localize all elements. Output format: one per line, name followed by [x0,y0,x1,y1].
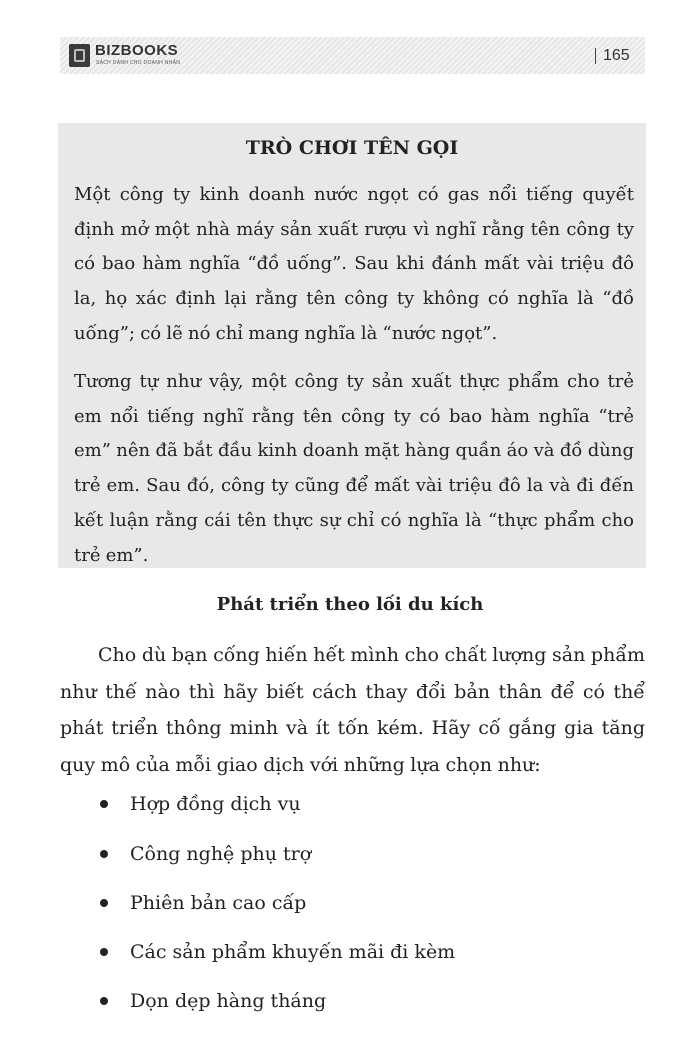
bullet-icon [100,899,108,907]
bullet-icon [100,800,108,808]
box-title: TRÒ CHƠI TÊN GỌI [245,137,459,159]
list-item [100,986,600,1016]
list-item [100,839,600,869]
page-header [60,37,645,74]
list-item [100,888,600,918]
list-item-text: Phiên bản cao cấp [130,892,307,914]
list-item-text: Dọn dẹp hàng tháng [130,990,327,1012]
list-item [100,789,600,819]
bullet-icon [100,997,108,1005]
bizbooks-logo-icon [69,44,90,67]
list-item-text: Hợp đồng dịch vụ [130,793,301,815]
section-title: Phát triển theo lối du kích [216,594,484,615]
list-item [100,937,600,967]
sidebar-box [58,123,646,568]
brand-name: BIZBOOKS [95,42,179,59]
box-paragraph-1: Một công ty kinh doanh nước ngọt có gas nổi tiếng quyết định mở một nhà máy sản xuất rượu vì nghĩ rằng tên công ty có bao hàm nghĩa “đồ uống”. Sau khi đánh mất vài triệu đô la, họ xác định lại rằng tên công ty không có nghĩa là “đồ uống”; có lẽ nó chỉ mang nghĩa là “nước ngọt”. [74,184,634,344]
bullet-icon [100,948,108,956]
brand-tagline: SÁCH DÀNH CHO DOANH NHÂN [96,60,181,66]
list-item-text: Các sản phẩm khuyến mãi đi kèm [130,941,456,963]
box-paragraph-2: Tương tự như vậy, một công ty sản xuất thực phẩm cho trẻ em nổi tiếng nghĩ rằng tên công ty có bao hàm nghĩa “trẻ em” nên đã bắt đầu kinh doanh mặt hàng quần áo và đồ dùng trẻ em. Sau đó, công ty cũng để mất vài triệu đô la và đi đến kết luận rằng cái tên thực sự chỉ có nghĩa là “thực phẩm cho trẻ em”. [74,371,634,566]
header-divider [595,48,596,64]
body-paragraph: Cho dù bạn cống hiến hết mình cho chất lượng sản phẩm như thế nào thì hãy biết cách thay đổi bản thân để có thể phát triển thông minh và ít tốn kém. Hãy cố gắng gia tăng quy mô của mỗi giao dịch với những lựa chọn như: [60,644,645,777]
page-number: 165 [603,47,630,64]
list-item-text: Công nghệ phụ trợ [130,843,312,865]
bullet-icon [100,850,108,858]
